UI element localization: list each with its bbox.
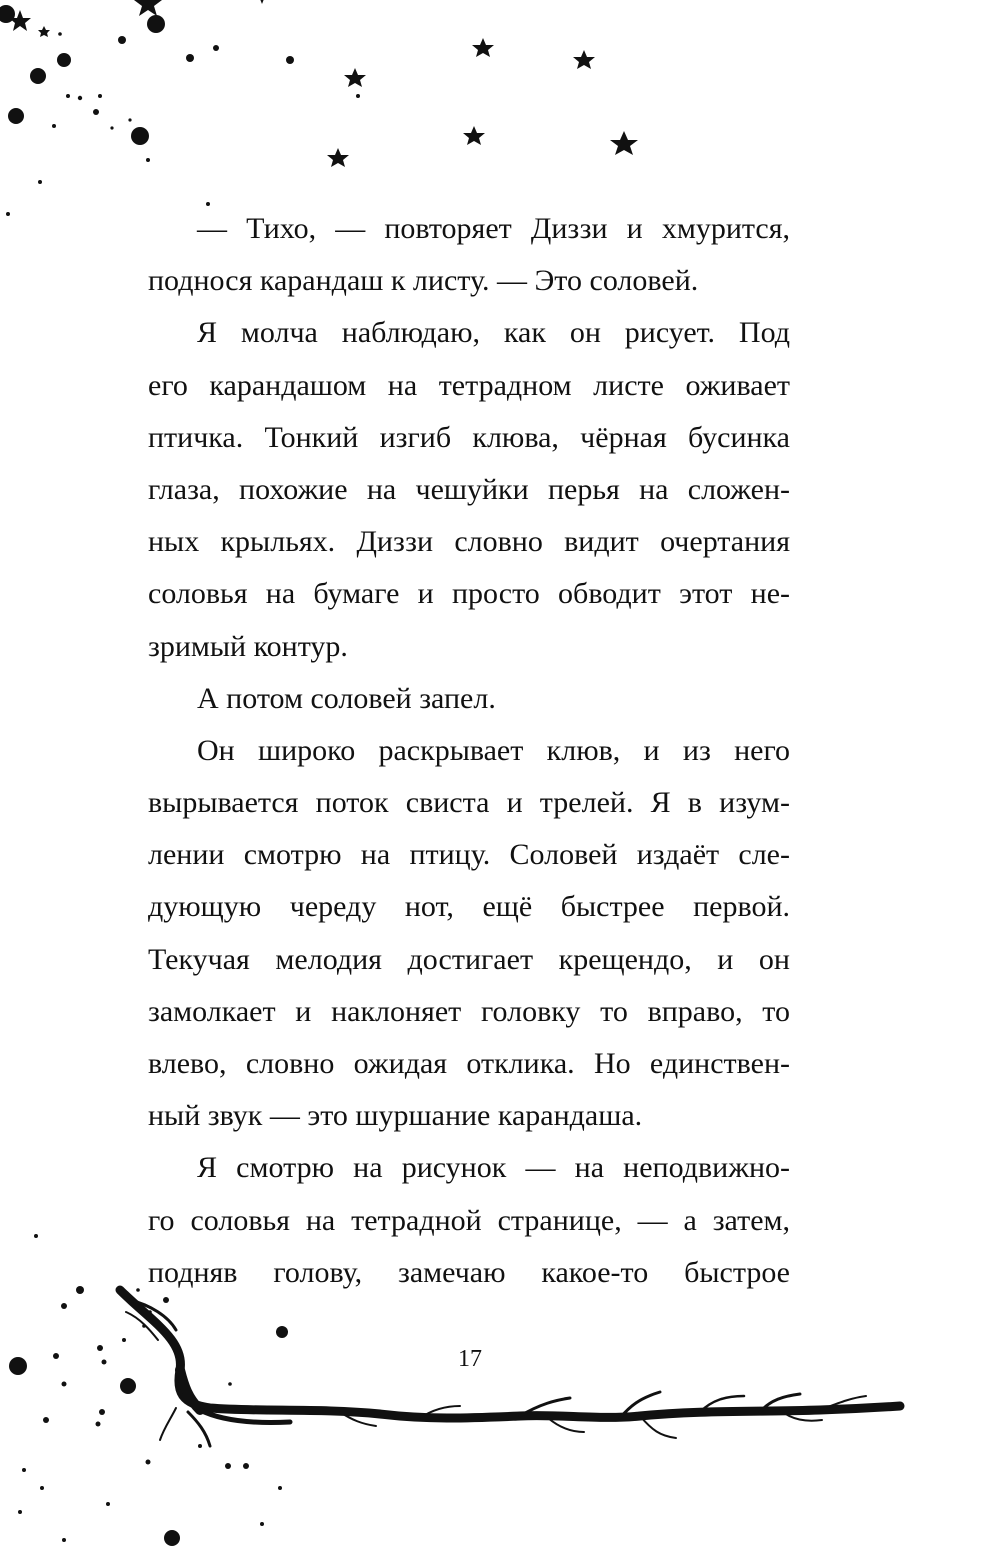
text-line: лении смотрю на птицу. Соловей издаёт сле- — [148, 838, 790, 872]
text-line: поднося карандаш к листу. — Это соловей. — [148, 264, 699, 298]
paragraph — [148, 1142, 790, 1299]
text-line: зримый контур. — [148, 629, 348, 663]
text-line: влево, словно ожидая отклика. Но единствен- — [148, 1047, 790, 1080]
text-line: вырывается поток свиста и трелей. Я в изум- — [148, 786, 790, 820]
body-text — [148, 203, 790, 1299]
text-line: Текучая мелодия достигает крещендо, и он — [148, 942, 790, 976]
text-line: подняв голову, замечаю какое-то быстрое — [148, 1255, 790, 1289]
paragraph — [148, 307, 790, 672]
text-line: го соловья на тетрадной странице, — а затем, — [148, 1203, 790, 1237]
text-line: глаза, похожие на чешуйки перья на сложен- — [148, 472, 790, 506]
paragraph — [148, 725, 790, 1143]
text-line: соловья на бумаге и просто обводит этот не- — [148, 577, 790, 611]
text-line: замолкает и наклоняет головку то вправо, то — [148, 994, 790, 1028]
text-line: ных крыльях. Диззи словно видит очертания — [148, 525, 790, 559]
text-line: А потом соловей запел. — [197, 681, 496, 715]
starry-sky-decoration-icon — [0, 0, 1000, 230]
text-line: — Тихо, — повторяет Диззи и хмурится, — [197, 212, 790, 245]
text-line: дующую череду нот, ещё быстрее первой. — [148, 890, 790, 924]
text-line: Я молча наблюдаю, как он рисует. Под — [197, 316, 790, 350]
text-line: птичка. Тонкий изгиб клюва, чёрная бусинка — [148, 420, 790, 454]
page-number: 17 — [458, 1346, 482, 1372]
text-line: его карандашом на тетрадном листе оживает — [148, 368, 790, 402]
text-line: ный звук — это шуршание карандаша. — [148, 1099, 643, 1133]
text-line: Я смотрю на рисунок — на неподвижно- — [197, 1151, 790, 1185]
paragraph — [148, 203, 790, 307]
text-line: Он широко раскрывает клюв, и из него — [197, 733, 790, 767]
paragraph — [148, 673, 790, 725]
